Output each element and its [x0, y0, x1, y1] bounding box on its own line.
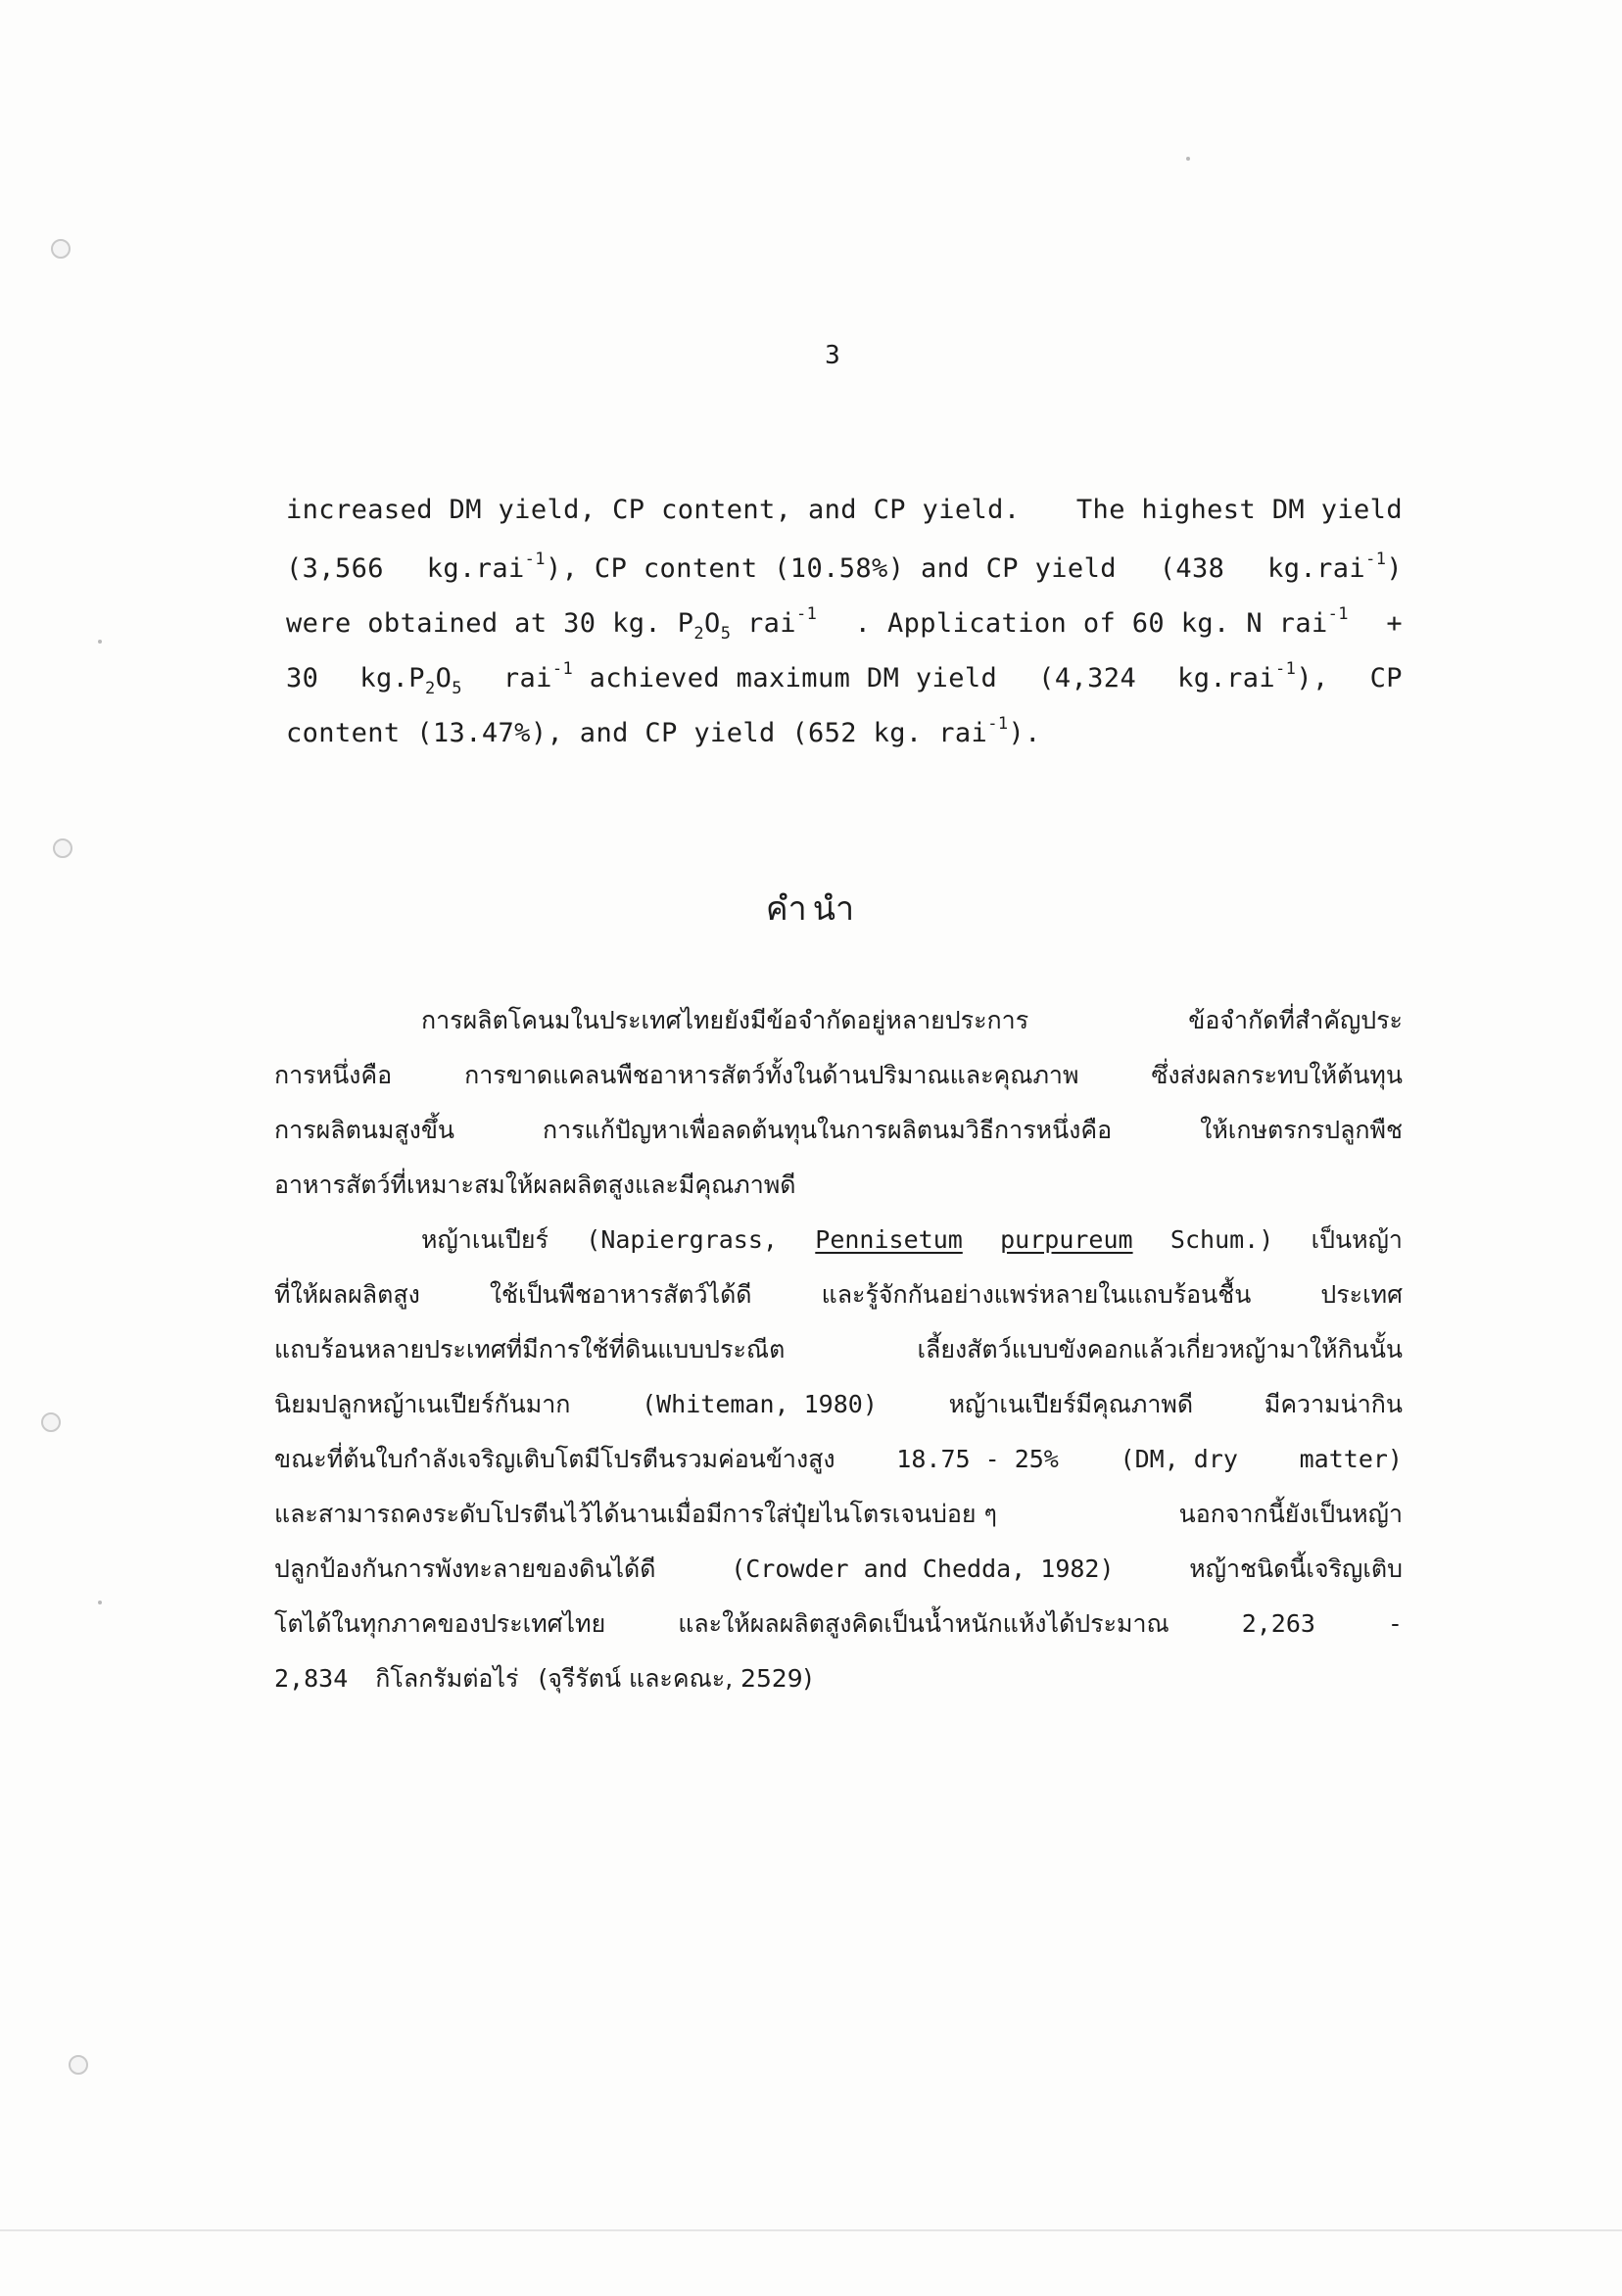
text-run: Schum.): [1169, 1225, 1274, 1254]
text-run: matter): [1299, 1445, 1403, 1473]
text-line: [274, 1659, 1403, 1714]
text-line: [274, 1001, 1403, 1056]
text-run: และให้ผลผลิตสูงคิดเป็นน้ำหนักแห้งได้ประมาณ: [678, 1609, 1169, 1638]
text-run: เลี้ยงสัตว์แบบขังคอกแล้วเกี่ยวหญ้ามาให้กินนั้น: [917, 1335, 1403, 1363]
text-run: [427, 550, 1117, 584]
unit-text: kg.rai: [1177, 663, 1276, 694]
text-run: การหนึ่งคือ: [274, 1061, 393, 1089]
text-run: . Application of 60 kg. N rai: [854, 608, 1328, 639]
text-line: [274, 1440, 1403, 1495]
text-run: (4,324: [1038, 663, 1137, 694]
text-run: ซึ่งส่งผลกระทบให้ต้นทุน: [1151, 1061, 1403, 1089]
superscript: -1: [551, 659, 574, 679]
text-line: [274, 1550, 1403, 1604]
text-run: ), CP content (10.58%) and CP yield: [545, 553, 1117, 584]
text-run: [359, 663, 462, 698]
text-run: และรู้จักกันอย่างแพร่หลายในแถบร้อนชื้น: [821, 1280, 1252, 1309]
abstract-line: [286, 659, 1403, 714]
text-run: O: [435, 663, 453, 694]
text-run: ).: [1008, 718, 1041, 748]
unit-text: kg.rai: [426, 553, 525, 584]
text-run: [286, 714, 1041, 748]
citation: (จุรีรัตน์ และคณะ, 2529): [538, 1664, 813, 1693]
unit-text: rai: [731, 608, 796, 639]
scientific-name-species: purpureum: [1000, 1225, 1133, 1254]
text-run: นิยมปลูกหญ้าเนเปียร์กันมาก: [274, 1390, 571, 1418]
text-run: [1267, 550, 1403, 584]
abstract-line: [286, 550, 1403, 604]
text-run: +: [1386, 608, 1403, 639]
binder-hole-mark: [69, 2055, 88, 2075]
text-run: การขาดแคลนพืชอาหารสัตว์ทั้งในด้านปริมาณและคุณภาพ: [464, 1061, 1079, 1089]
text-run: (Napiergrass,: [586, 1225, 778, 1254]
text-line: [274, 1111, 1403, 1166]
text-run: increased DM yield, CP content, and CP yield.: [286, 495, 1021, 525]
subscript: 5: [452, 679, 462, 698]
text-run: 18.75 - 25%: [896, 1445, 1059, 1473]
text-run: การผลิตโคนมในประเทศไทยยังมีข้อจำกัดอยู่หลายประการ: [421, 1006, 1029, 1034]
paper-speck: [98, 1601, 102, 1604]
text-run: และสามารถคงระดับโปรตีนไว้ได้นานเมื่อมีการใส่ปุ๋ยไนโตรเจนบ่อย ๆ: [274, 1500, 997, 1528]
text-run: O: [704, 608, 721, 639]
text-line: [274, 1220, 1403, 1275]
text-run: ให้เกษตรกรปลูกพืช: [1200, 1116, 1403, 1144]
text-run: การแก้ปัญหาเพื่อลดต้นทุนในการผลิตนมวิธีการหนึ่งคือ: [543, 1116, 1113, 1144]
abstract-line: [286, 714, 1403, 769]
text-run: การผลิตนมสูงขึ้น: [274, 1116, 455, 1144]
text-run: ข้อจำกัดที่สำคัญประ: [1188, 1006, 1403, 1034]
text-run: [503, 659, 997, 694]
text-run: แถบร้อนหลายประเทศที่มีการใช้ที่ดินแบบประณีต: [274, 1335, 786, 1363]
binder-hole-mark: [51, 239, 71, 259]
text-line: [274, 1495, 1403, 1550]
text-run: (438: [1159, 553, 1225, 584]
text-run: -: [1387, 1609, 1403, 1638]
subscript: 5: [720, 624, 732, 644]
subscript: 2: [424, 679, 436, 698]
text-run: [286, 604, 817, 644]
text-run: (DM, dry: [1120, 1445, 1238, 1473]
superscript: -1: [1365, 550, 1387, 569]
section-heading-introduction: คำนำ: [765, 889, 861, 929]
superscript: -1: [1327, 604, 1349, 624]
text-line: [274, 1604, 1403, 1659]
text-run: 30: [286, 663, 319, 694]
text-run: 2,834: [274, 1664, 349, 1693]
unit-text: rai: [502, 663, 552, 694]
text-run: หญ้าเนเปียร์: [421, 1225, 549, 1254]
text-line: [274, 1385, 1403, 1440]
unit-text: kg.rai: [1267, 553, 1366, 584]
text-run: โตได้ในทุกภาคของประเทศไทย: [274, 1609, 606, 1638]
abstract-line: [286, 495, 1403, 550]
text-run: (3,566: [286, 553, 384, 584]
abstract-line: [286, 604, 1403, 659]
superscript: -1: [1275, 659, 1297, 679]
text-line: [274, 1275, 1403, 1330]
text-run: เป็นหญ้า: [1311, 1225, 1403, 1254]
text-run: ขณะที่ต้นใบกำลังเจริญเติบโตมีโปรตีนรวมค่อนข้างสูง: [274, 1445, 835, 1473]
text-run: ใช้เป็นพืชอาหารสัตว์ได้ดี: [489, 1280, 752, 1309]
binder-hole-mark: [41, 1412, 61, 1432]
scientific-name-genus: Pennisetum: [815, 1225, 963, 1254]
text-line: [274, 1330, 1403, 1385]
text-line: [274, 1056, 1403, 1111]
text-run: content (13.47%), and CP yield (652 kg. rai: [286, 718, 988, 748]
text-run: 2,263: [1241, 1609, 1315, 1638]
text-run: ที่ให้ผลผลิตสูง: [274, 1280, 420, 1309]
text-run: นอกจากนี้ยังเป็นหญ้า: [1178, 1500, 1403, 1528]
superscript: -1: [795, 604, 818, 624]
text-run: [855, 604, 1349, 639]
text-run: ปลูกป้องกันการพังทะลายของดินได้ดี: [274, 1555, 656, 1583]
text-run: กิโลกรัมต่อไร่: [375, 1664, 519, 1693]
text-run: หญ้าเนเปียร์มีคุณภาพดี: [948, 1390, 1194, 1418]
text-run: ): [1386, 553, 1403, 584]
citation: (Crowder and Chedda, 1982): [731, 1555, 1115, 1583]
abstract-continuation: [286, 495, 1403, 769]
text-run: หญ้าชนิดนี้เจริญเติบ: [1189, 1555, 1403, 1583]
superscript: -1: [524, 550, 546, 569]
subscript: 2: [693, 624, 705, 644]
citation: (Whiteman, 1980): [642, 1390, 878, 1418]
text-run: ),: [1296, 663, 1329, 694]
text-run: มีความน่ากิน: [1264, 1390, 1403, 1418]
text-run: achieved maximum DM yield: [573, 663, 998, 694]
text-run: [1177, 659, 1329, 694]
text-run: CP: [1369, 663, 1403, 694]
introduction-body: [274, 1001, 1403, 1714]
text-run: were obtained at 30 kg. P: [286, 608, 694, 639]
text-line: [274, 1166, 1403, 1220]
superscript: -1: [987, 714, 1009, 734]
text-run: อาหารสัตว์ที่เหมาะสมให้ผลผลิตสูงและมีคุณภาพดี: [274, 1171, 796, 1199]
binder-hole-mark: [53, 838, 72, 858]
page-number: 3: [825, 341, 840, 370]
paper-speck: [1186, 157, 1190, 161]
scan-edge-line: [0, 2229, 1622, 2231]
text-run: The highest DM yield: [1075, 495, 1403, 525]
paper-speck: [98, 640, 102, 644]
text-run: kg.P: [359, 663, 425, 694]
text-run: ประเทศ: [1320, 1280, 1403, 1309]
